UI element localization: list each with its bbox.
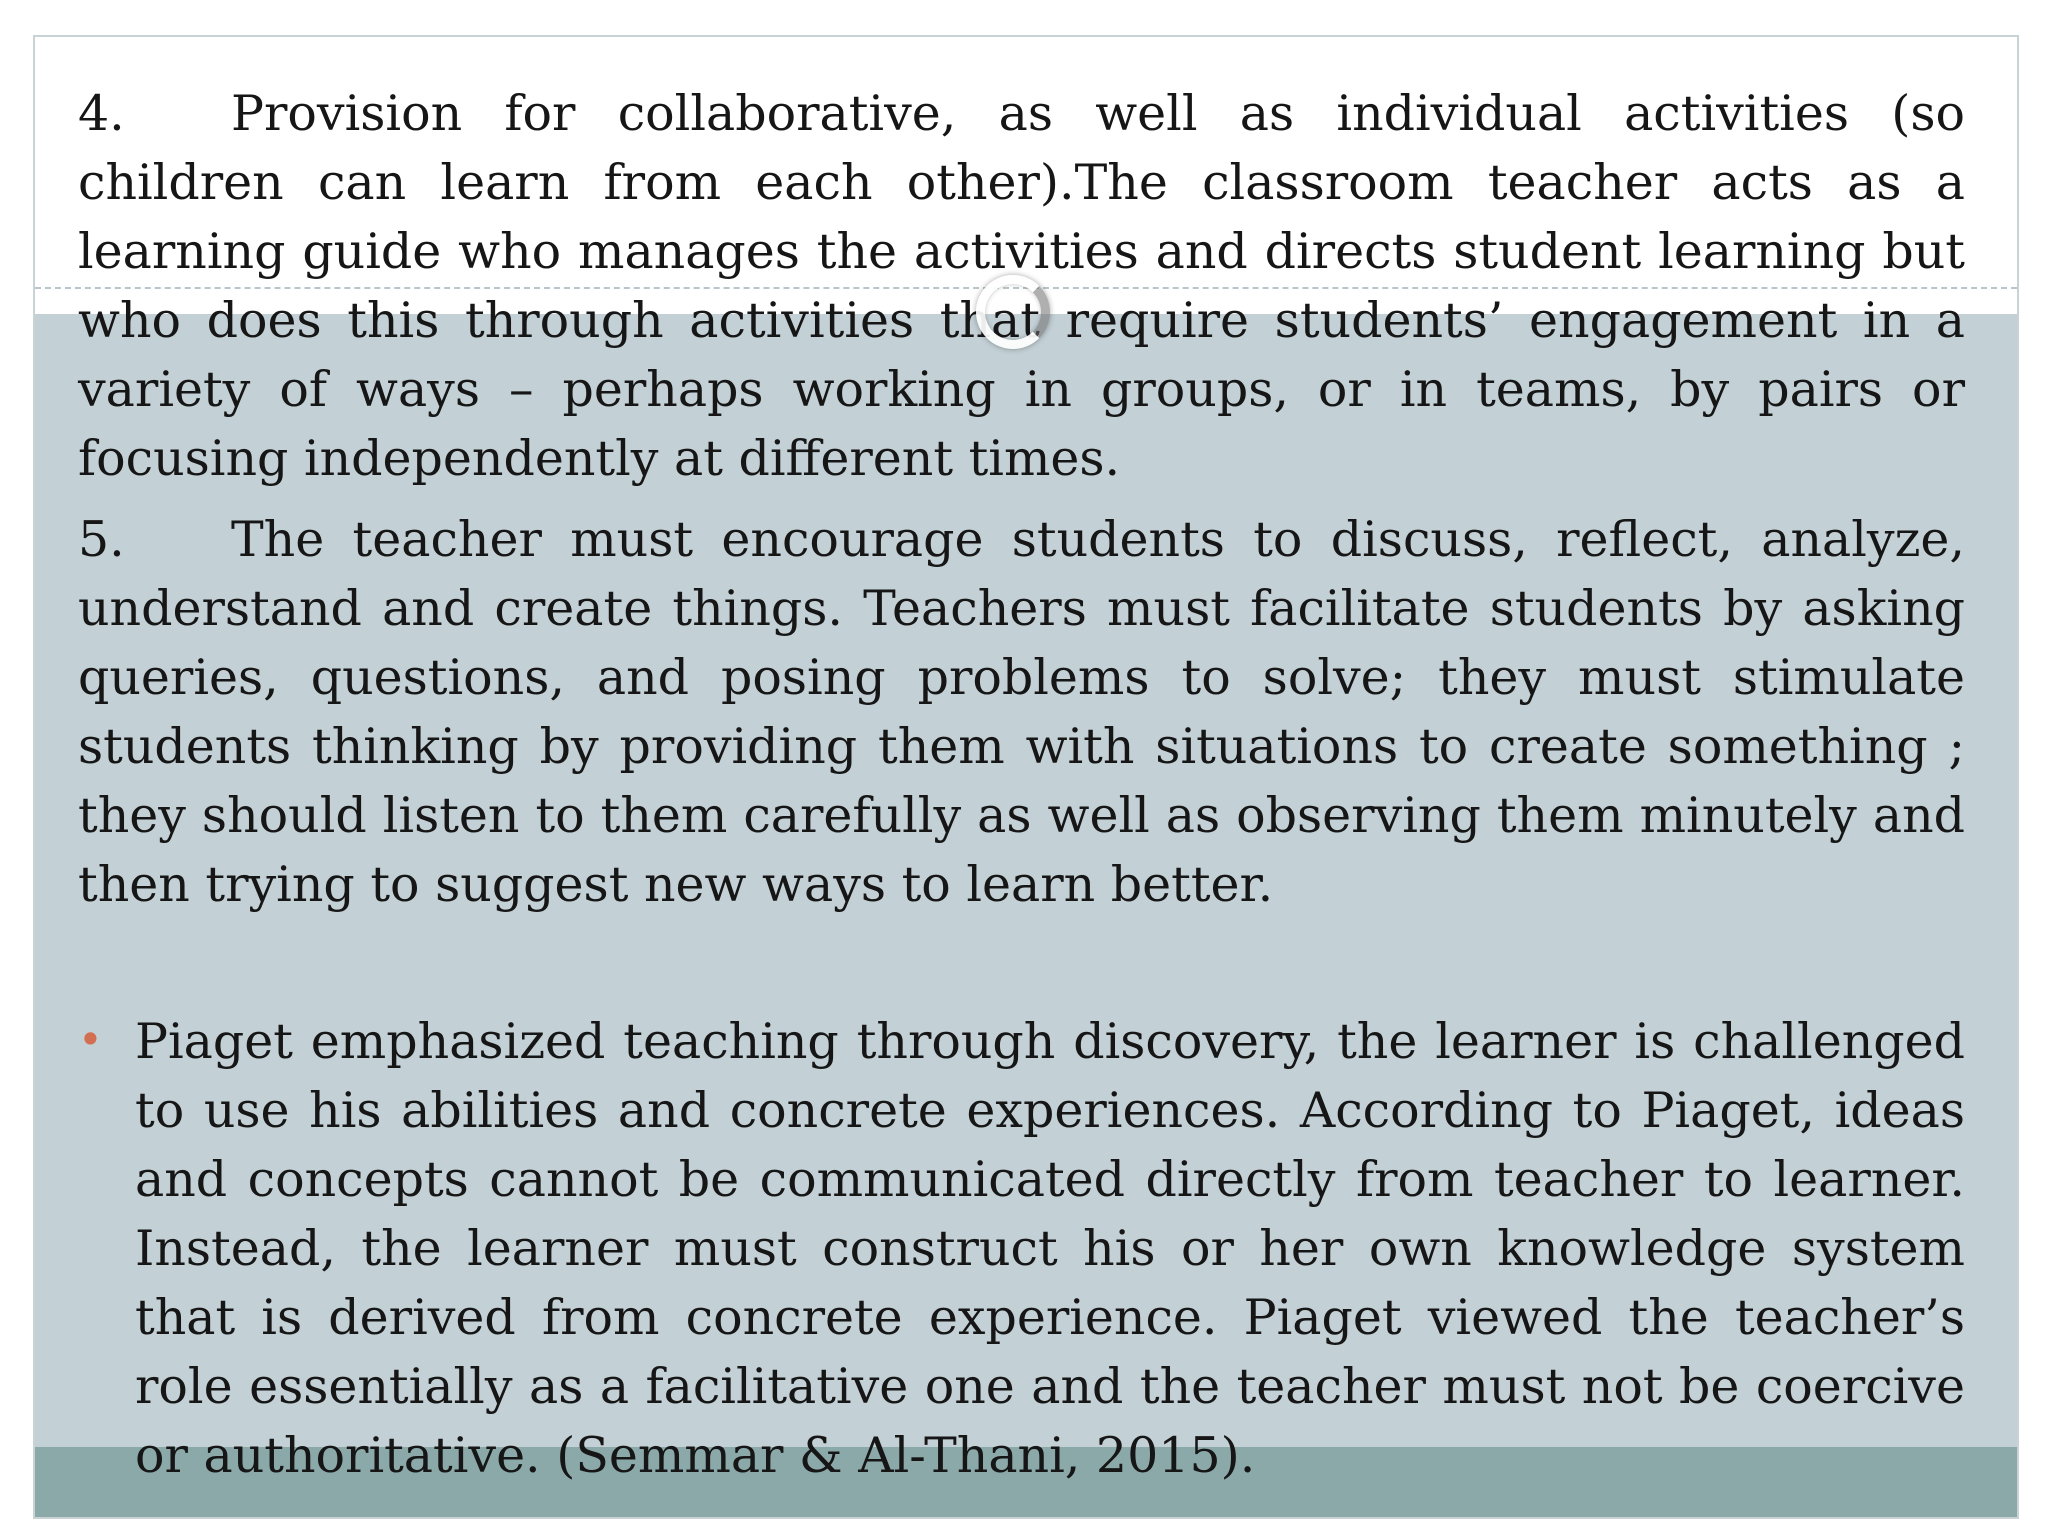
list-item-5-number: 5. <box>78 511 125 568</box>
slide <box>33 35 2019 1519</box>
list-item-5 <box>78 505 1965 919</box>
list-item-4-number: 4. <box>78 85 125 142</box>
bullet-text: Piaget emphasized teaching through discovery, the learner is challenged to use his abilities and concrete experiences. According to Piaget, ideas and concepts cannot be communicated directly from teacher to learner. Instead, the learner must construct his or her own knowledge system that is derived from concrete experience. Piaget viewed the teacher’s role essentially as a facilitative one and the teacher must not be coercive or authoritative. (Semmar & Al-Thani, 2015). <box>135 1013 1965 1484</box>
bullet-icon: • <box>78 1015 103 1064</box>
bullet-item-piaget <box>78 1007 1965 1490</box>
list-item-5-text: The teacher must encourage students to discuss, reflect, analyze, understand and create things. Teachers must facilitate students by asking queries, questions, and posing problems to solve; they must stimulate students thinking by providing them with situations to create something ; they should listen to them carefully as well as observing them minutely and then trying to suggest new ways to learn better. <box>78 511 1965 913</box>
loading-spinner-icon <box>976 275 1050 349</box>
list-item-4-text: Provision for collaborative, as well as individual activities (so children can learn from each other).The classroom teacher acts as a learning guide who manages the activities and directs student learning but who does this through activities that require students’ engagement in a variety of ways – perhaps working in groups, or in teams, by pairs or focusing independently at different times. <box>78 85 1965 487</box>
